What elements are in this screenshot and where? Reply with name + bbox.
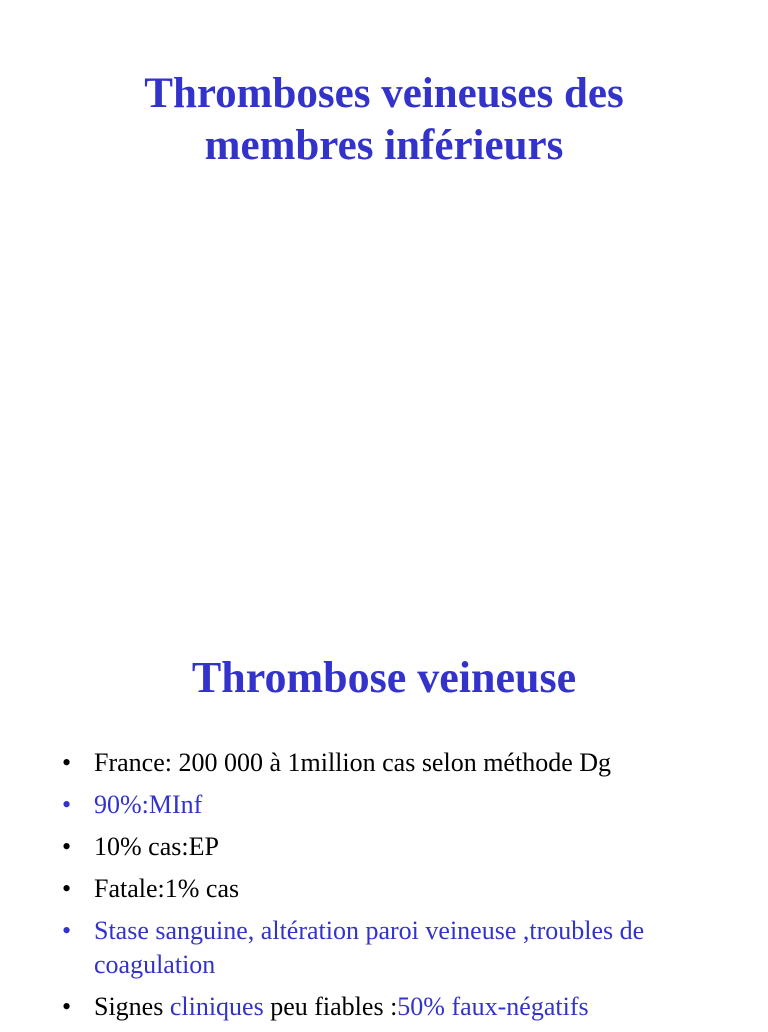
bullet-text: 90%:MInf [94, 790, 203, 819]
bullet-text-part-highlight: cliniques [169, 992, 264, 1021]
slide-1-title-line-2: membres inférieurs [204, 122, 564, 169]
bullet-text: Fatale:1% cas [94, 874, 240, 903]
bullet-dot: • [62, 790, 72, 819]
bullet-list [62, 746, 742, 1032]
bullet-item-france [62, 746, 742, 780]
bullet-text: 10% cas:EP [94, 832, 219, 861]
bullet-text: Stase sanguine, altération paroi veineuse ,troubles de coagulation [94, 916, 645, 979]
bullet-text: France: 200 000 à 1million cas selon méthode Dg [94, 748, 612, 777]
bullet-dot: • [62, 992, 72, 1021]
bullet-dot: • [62, 832, 72, 861]
bullet-item-minf [62, 788, 742, 822]
bullet-dot: • [62, 874, 72, 903]
slide-1-title-line-1: Thromboses veineuses des [144, 70, 624, 117]
bullet-text-part: Signes [94, 992, 170, 1021]
slide-2-title: Thrombose veineuse [191, 653, 577, 702]
bullet-dot: • [62, 916, 72, 945]
bullet-dot: • [62, 748, 72, 777]
bullet-item-ep [62, 830, 742, 864]
bullet-item-fatale [62, 872, 742, 906]
bullet-item-signes [62, 990, 742, 1024]
bullet-item-stase [62, 914, 742, 982]
bullet-text-part-highlight: 50% faux-négatifs [397, 992, 589, 1021]
bullet-text-part: peu fiables : [263, 992, 398, 1021]
slide-1-title [0, 68, 768, 172]
slide-2 [0, 600, 768, 1024]
